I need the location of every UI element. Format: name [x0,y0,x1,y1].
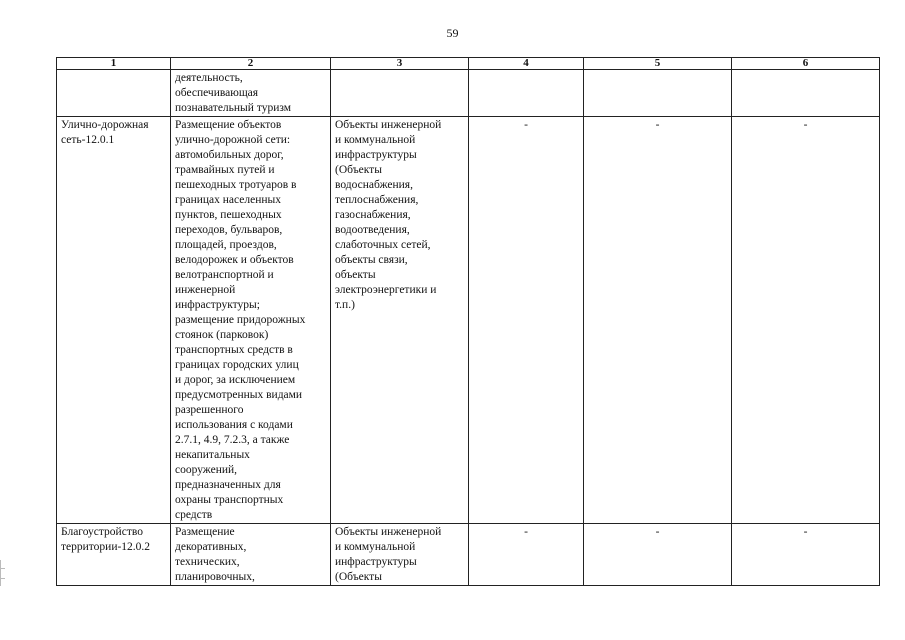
table-cell [732,70,880,117]
table-cell: Объекты инженерной и коммунальной инфраструктуры (Объекты водоснабжения, теплоснабжения, газоснабжения, водоотведения, слаботочных сетей, объекты связи, объекты электроэнергетики и т.п.) [331,117,469,524]
table-row [57,70,880,117]
table-cell: - [732,524,880,586]
margin-mark [0,560,6,586]
land-use-table [56,57,880,586]
table-cell: - [584,117,732,524]
table-header-row [57,58,880,70]
table-cell: - [469,117,584,524]
table-cell [469,70,584,117]
column-header-2: 2 [171,58,331,70]
page-number: 59 [446,26,459,40]
table-cell: Размещение объектов улично-дорожной сети: автомобильных дорог, трамвайных путей и пешеходных тротуаров в границах населенных пунктов, пешеходных переходов, бульваров, площадей, проездов, велодорожек и объектов велотранспортной и инженерной инфраструктуры; размещение придорожных стоянок (парковок) транспортных средств в границах городских улиц и дорог, за исключением предусмотренных видами разрешенного использования с кодами 2.7.1, 4.9, 7.2.3, а также некапитальных сооружений, предназначенных для охраны транспортных средств [171,117,331,524]
table-cell: Размещение декоративных, технических, планировочных, [171,524,331,586]
table-cell: - [584,524,732,586]
table-cell [331,70,469,117]
column-header-5: 5 [584,58,732,70]
table-cell [584,70,732,117]
table-cell: - [469,524,584,586]
table-cell: деятельность, обеспечивающая познавательный туризм [171,70,331,117]
column-header-4: 4 [469,58,584,70]
column-header-6: 6 [732,58,880,70]
column-header-3: 3 [331,58,469,70]
table-cell: - [732,117,880,524]
table-cell: Благоустройство территории-12.0.2 [57,524,171,586]
table-row [57,524,880,586]
table-cell: Улично-дорожная сеть-12.0.1 [57,117,171,524]
table-cell [57,70,171,117]
column-header-1: 1 [57,58,171,70]
table-cell: Объекты инженерной и коммунальной инфраструктуры (Объекты [331,524,469,586]
table-row [57,117,880,524]
